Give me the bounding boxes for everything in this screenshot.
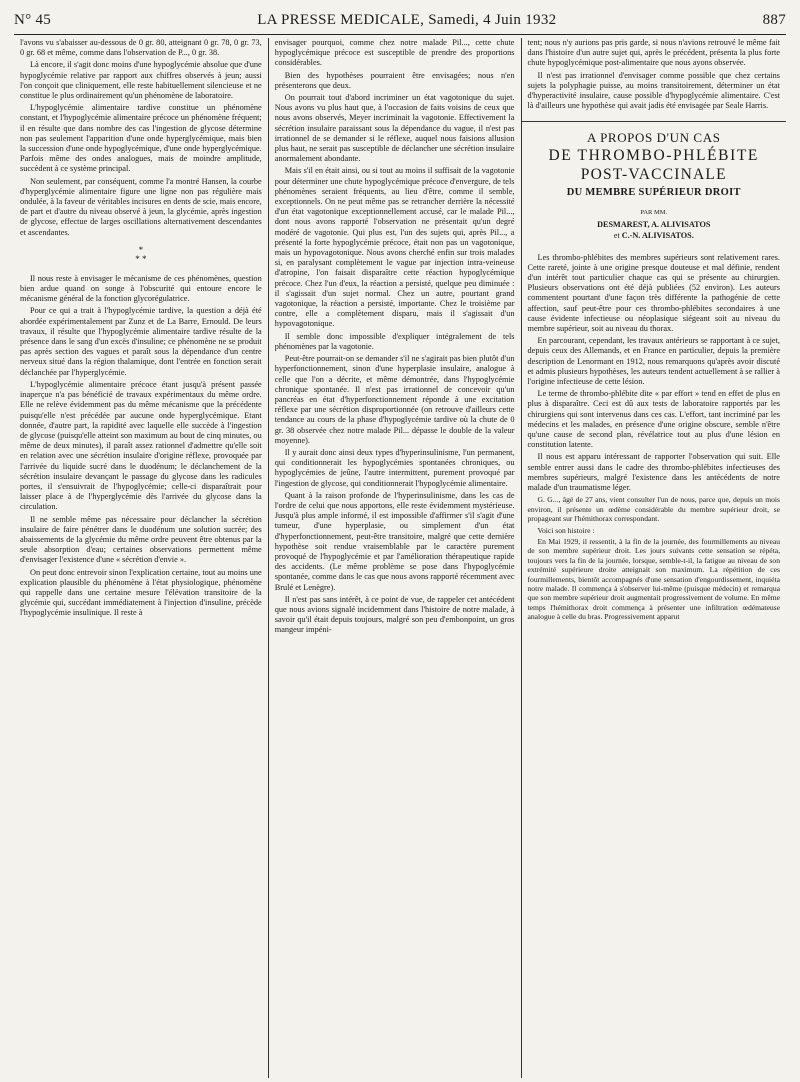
paragraph: Il n'est pas irrationnel d'envisager comme possible que chez certains sujets la polyphagie puisse, au moins transitoirement, déterminer un état d'hyperactivité insulaire, cause possible d'hypoglycémie alimentaire. C'est là d'ailleurs une hypothèse qui avait jadis été envisagée par Seale Harris. [527, 70, 780, 111]
running-head [14, 6, 786, 35]
article-body [528, 253, 781, 622]
article-authors [528, 219, 781, 241]
paragraph: Là encore, il s'agit donc moins d'une hypoglycémie absolue que d'une hypoglycémie relative par rapport aux chiffres observés à jeun; aussi l'on conçoit que cliniquement, elle reste habituellement silencieuse et ne constitue le plus ordinairement qu'un phénomène de laboratoire. [20, 60, 262, 101]
authors-line-1: DESMAREST, A. ALIVISATOS [597, 219, 711, 229]
paragraph: On peut donc entrevoir sinon l'explication certaine, tout au moins une explication plausible du phénomène à l'état physiologique, phénomène qui rappelle dans une certaine mesure l'élévation transitoire de la glycémie qui, succédant immédiatement à l'injection d'insuline, précède l'hypoglycémie insulinique. Il reste à [20, 567, 262, 618]
paragraph: Bien des hypothèses pourraient être envisagées; nous n'en présenterons que deux. [274, 70, 515, 90]
paragraph: Le terme de thrombo-phlébite dite « par effort » tend en effet de plus en plus à disparaître. Ceci est dû aux tests de laboratoire rapportés par les chirurgiens qui sont intervenus dans ces cas. L'effort, tant incriminé par les médecins et les malades, en présence d'une origine obscure, semble n'être qu'une cause de second plan, révélatrice tout au plus d'une lésion en constitution latente. [527, 389, 780, 450]
case-paragraph: Voici son histoire : [537, 525, 595, 535]
paragraph: L'hypoglycémie alimentaire précoce étant jusqu'à présent passée inaperçue n'a pas bénéficié de travaux expérimentaux du même ordre. Elle ne relève évidemment pas du même mécanisme que la précédente puisqu'elle n'est précédée par aucune onde hyperglycémique. Etant donnée, d'autre part, la rapidité avec laquelle elle succède à l'ingestion de glycose (puisqu'elle atteint son maximum au bout de cinq minutes, ou même de deux minutes), il paraît assez rationnel d'admettre qu'elle soit en relation avec une sécrétion insulaire d'origine réflexe, provoquée par l'arrivée du liquide sucré dans le duodénum; le déclanchement de la sécrétion insulaire devançant le passage du glycose dans les radicules portes, il s'ensuivrait de l'hypoglycémie; celle-ci disparaîtrait pour laisser place à de l'hyperglycémie dès l'arrivée du glycose dans la circulation. [20, 379, 262, 512]
article-title-line-1: A PROPOS D'UN CAS [586, 130, 721, 146]
paragraph: Les thrombo-phlébites des membres supérieurs sont relativement rares. Cette rareté, jointe à une origine presque douteuse et mal définie, rendent d'un intérêt tout particulier chaque cas qui se présente au chirurgien. Plusieurs observations ont été déjà publiées (52 environ). Les auteurs commentent pourtant d'une façon très différente la pathogénie de cette affection, sauf peut-être pour ces thrombo-phlébites secondaires à une cause évidente infectieuse ou néoplasique siégeant soit au niveau du membre supérieur, soit au niveau du thorax. [527, 252, 780, 334]
paragraph: L'hypoglycémie alimentaire tardive constitue un phénomène constant, et l'hypoglycémie alimentaire précoce un phénomène fréquent; il en résulte que dans nombre des cas l'ingestion de glycose détermine non pas seulement l'apparition d'une onde hyperglycémique, mais bien la succession d'une onde hypoglycémique, d'une onde hyperglycémique. Parfois même des ondes analogues, mais de moindre amplitude, succèdent à ce système principal. [20, 103, 262, 174]
column-2 [269, 38, 522, 1078]
paragraph: En parcourant, cependant, les travaux antérieurs se rapportant à ce sujet, depuis ceux des Allemands, et en France en particulier, depuis la première description de Lenormant en 1912, nous remarquons qu'après avoir discuté et admis plusieurs hypothèses, les auteurs tendent actuellement à se rallier à l'origine infectieuse de cette lésion. [527, 336, 780, 387]
paragraph: Il n'est pas sans intérêt, à ce point de vue, de rappeler cet antécédent que nous avions signalé incidemment dans l'histoire de notre malade, à savoir qu'il était depuis toujours, malgré son peu d'embonpoint, un gros mangeur impéni- [274, 594, 515, 635]
paragraph: Peut-être pourrait-on se demander s'il ne s'agirait pas bien plutôt d'un hyperfonctionnement, sinon d'une hyperplasie insulaire, analogue à celle que l'on a décrite, et même démontrée, dans l'hypoglycémie chronique spontanée. Il n'est pas irrationnel de concevoir qu'un pancréas en état d'hyperfonctionnement réponde à une excitation réflexe par une sécrétion disproportionnée (on retrouve d'ailleurs cette tendance au cours de la phase d'hypoglycémie tardive où la chute de 0 gr. 38 observée chez notre malade Pil... dépasse le double de la valeur moyenne). [274, 354, 515, 445]
paragraph: Quant à la raison profonde de l'hyperinsulinisme, dans les cas de l'ordre de celui que nous apportons, elle reste évidemment mystérieuse. Jusqu'à plus ample informé, il est impossible d'affirmer s'il s'agit d'une tumeur, d'une hyperplasie, ou simplement d'un état d'hyperfonctionnement, peut-être transitoire, malgré que cette dernière hypothèse soit rendue vraisemblable par le caractère purement provoqué de l'hypoglycémie et par l'amélioration thérapeutique rapide des accidents. (Le même problème se pose dans l'hypoglycémie spontanée, comme dans le cas que nous avons rapporté récemment avec Brulé et Lenègre). [274, 490, 515, 592]
case-paragraph: En Mai 1929, il ressentit, à la fin de la journée, des fourmillements au niveau de son membre supérieur droit. Les jours suivants cette sensation se répéta, toujours vers la fin de la journée, lorsque, semble-t-il, la fatigue au niveau de son extrémité supérieure droite atteignait son maximum. La répétition de ces fourmillements, bientôt accompagnés d'une sensation d'engourdissement, inquiéta notre malade. Il commença à s'observer lui-même (puisque médecin) et remarqua que son membre supérieur droit augmentait progressivement de volume. En même temps l'hémithorax droit commença à présenter une infiltration œdémateuse analogue à celle du bras. Progressivement apparut [527, 536, 780, 622]
article-title [528, 130, 781, 200]
paragraph: Non seulement, par conséquent, comme l'a montré Hansen, la courbe d'hyperglycémie alimentaire figure une ligne non pas régulière mais ondulée, à la faveur de véritables incisures en dents de scie, mais encore, de part et d'autre du niveau observé à jeun, la glycémie, après ingestion de glycose, effectue de larges oscillations alternativement descendantes et ascendantes. [20, 176, 262, 237]
paragraph: Il semble donc impossible d'expliquer intégralement de tels phénomènes par la vagotonie. [274, 331, 515, 351]
paragraph: envisager pourquoi, comme chez notre malade Pil..., cette chute hypoglycémique précoce est susceptible de prendre des proportions considérables. [274, 38, 515, 68]
issue-date: Samedi, 4 Juin 1932 [428, 11, 557, 28]
paragraph: tent; nous n'y aurions pas pris garde, si nous n'avions retrouvé le même fait dans l'histoire d'un autre sujet qui, après le précédent, présenta la plus forte chute hypoglycémique post-alimentaire que nous ayons observée. [527, 38, 780, 68]
case-paragraph: G. G..., âgé de 27 ans, vient consulter l'un de nous, parce que, depuis un mois environ, il présente un œdème considérable du membre supérieur droit, se propageant sur l'hémithorax correspondant. [527, 495, 780, 524]
paragraph: l'avons vu s'abaisser au-dessous de 0 gr. 80, atteignant 0 gr. 78, 0 gr. 73, 0 gr. 68 et même, comme dans l'observation de P..., 0 gr. 38. [20, 38, 262, 58]
article-separator [522, 121, 787, 122]
paragraph: On pourrait tout d'abord incriminer un état vagotonique du sujet. Nous avons vu plus haut que, à l'occasion de faits voisins de ceux que nous avons observés, Meyer incriminait la vagotonie. Effectivement la sécrétion insulaire paraissant sous la dépendance du vague, il n'est pas irrationnel de se demander si le réflexe, auquel nous faisions allusion plus haut, ne serait pas susceptible de déclancher une sécrétion insulaire anormalement abondante. [274, 93, 515, 164]
paragraph: Il ne semble même pas nécessaire pour déclancher la sécrétion insulaire de faire pénétrer dans le duodénum une solution sucrée; des abaissements de la glycémie du même ordre peuvent être obtenus par la seule absorption d'eau; certaines observations permettent même d'envisager l'existence d'une « sécrétion d'envie ». [20, 514, 262, 565]
article-title-line-4: DU MEMBRE SUPÉRIEUR DROIT [566, 187, 741, 199]
text-columns [14, 38, 786, 1078]
journal-title: LA PRESSE MEDICALE, [257, 11, 425, 28]
authors-line-2: et C.-N. ALIVISATOS. [613, 230, 694, 240]
paragraph: Mais s'il en était ainsi, ou si tout au moins il suffisait de la vagotonie pour déterminer une chute hypoglycémique précoce d'envergure, de tels phénomènes seraient fréquents, au lieu d'être, comme il semble, exceptionnels. On ne peut même pas se retrancher derrière la nécessité d'un état vagotonique exceptionnellement accusé, car le malade Pil..., dont nous avons rapporté l'observation ne présentait qu'un degré modéré de vagotonie. Qui plus est, l'un des sujets qui, après Pil..., a présenté la forte hypoglycémie précoce, était non pas un vagotonique, mais un hypovagotonique. Nous avons cherché enfin sur trois malades si, en paralysant complètement le vague par injection intra-veineuse d'atropine, l'on faisait disparaître cette réaction hypoglycémique précoce. Chez l'un d'eux, la réaction a persisté, quelque peu diminuée : il s'agissait d'un sujet normal. Chez un autre, pourtant grand vagotonique, la réaction a persisté, importante. Chez le troisième par contre, elle a complètement disparu, mais il s'agissait d'un hypovagotonique. [274, 166, 515, 329]
section-asterism: * * * [135, 244, 147, 264]
paragraph: Il nous reste à envisager le mécanisme de ces phénomènes, question bien ardue quand on songe à l'obscurité qui entoure encore le mécanisme général de la fonction glycorégulatrice. [20, 273, 262, 304]
paragraph: Il y aurait donc ainsi deux types d'hyperinsulinisme, l'un permanent, qui conditionnerait les hypoglycémies spontanées chroniques, ou hypoglycémies de jeûne, l'autre intermittent, purement provoqué par l'ingestion de glycose, qui conditionnerait l'hypoglycémie alimentaire. [274, 447, 515, 488]
paragraph: Pour ce qui a trait à l'hypoglycémie tardive, la question a déjà été abordée expérimentalement par Zunz et de La Barre, Ernould. De leurs travaux, il résulte que l'hypoglycémie alimentaire tardive résulte de la présence dans le sang d'un excès d'insuline; ce phénomène ne se produit pas après section des vagues et paraît sous la dépendance d'un centre nerveux situé dans la région thalamique, dont l'entrée en fonction serait déclanchée par l'hyperglycémie. [20, 306, 262, 377]
column-3 [522, 38, 787, 1078]
journal-masthead [51, 12, 763, 29]
page-number: 887 [762, 11, 786, 28]
column-1 [14, 38, 269, 1078]
article-title-line-3: POST-VACCINALE [580, 166, 727, 184]
byline-label: PAR MM. [640, 209, 668, 217]
issue-number: N° 45 [14, 11, 52, 28]
paragraph: Il nous est apparu intéressant de rapporter l'observation qui suit. Elle semble entrer aussi dans le cadre des thrombo-phlébites infectieuses des membres supérieurs, malgré l'existence dans les antécédents de notre malade d'un traumatisme léger. [527, 452, 780, 493]
article-title-line-2: DE THROMBO-PHLÉBITE [548, 147, 759, 165]
